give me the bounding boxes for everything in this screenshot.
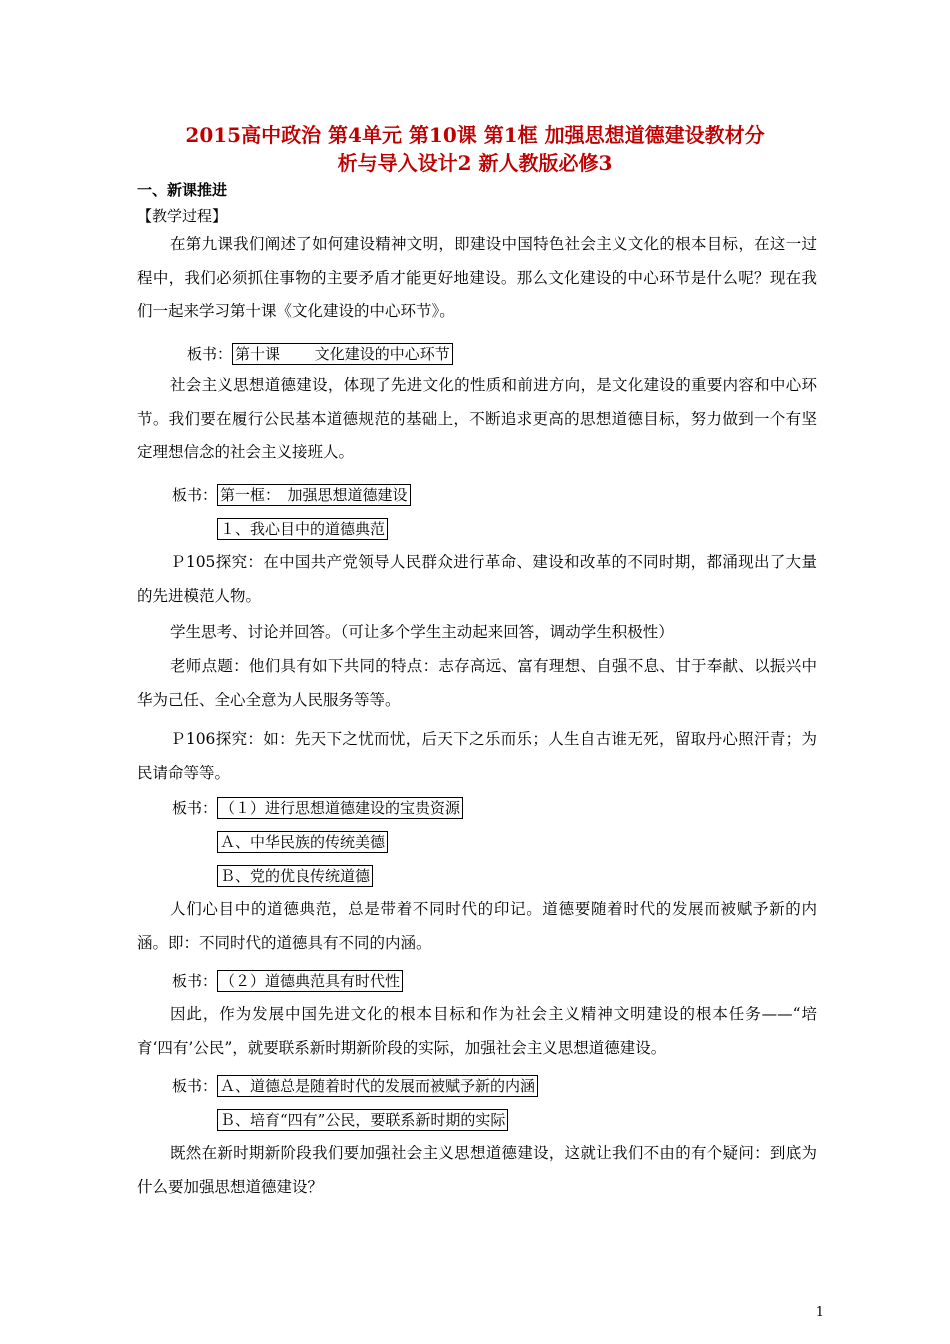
board-label: 板书： <box>172 486 218 504</box>
board-box: Ｂ、党的优良传统道德 <box>217 865 373 887</box>
board-label: 板书： <box>172 972 218 990</box>
board-note-b2 <box>217 1109 508 1131</box>
board-note-point-1 <box>217 518 388 540</box>
board-note-lesson <box>187 343 453 365</box>
document-title-line-2: 析与导入设计2 新人教版必修3 <box>337 151 613 175</box>
process-label: 【教学过程】 <box>137 207 228 225</box>
board-box: （２）道德典范具有时代性 <box>217 970 403 992</box>
paragraph-moral-models: 人们心目中的道德典范，总是带着不同时代的印记。道德要随着时代的发展而被赋予新的内涵。即：不同时代的道德具有不同的内涵。 <box>137 900 817 952</box>
paragraph-teacher-summary: 老师点题：他们具有如下共同的特点：志存高远、富有理想、自强不息、甘于奉献、以振兴中华为己任、全心全意为人民服务等等。 <box>137 657 817 709</box>
paragraph-intro: 在第九课我们阐述了如何建设精神文明，即建设中国特色社会主义文化的根本目标，在这一过程中，我们必须抓住事物的主要矛盾才能更好地建设。那么文化建设的中心环节是什么呢？现在我们一起来学习第十课《文化建设的中心环节》。 <box>137 235 817 320</box>
page-number: 1 <box>815 1305 824 1320</box>
board-box: （１）进行思想道德建设的宝贵资源 <box>217 797 463 819</box>
board-note-b <box>217 865 373 887</box>
board-note-times <box>172 970 403 992</box>
board-box: Ｂ、培育“四有”公民，要联系新时期的实际 <box>217 1109 508 1131</box>
board-box: １、我心目中的道德典范 <box>217 518 388 540</box>
paragraph-therefore: 因此，作为发展中国先进文化的根本目标和作为社会主义精神文明建设的根本任务——“培育‘四有’公民”，就要联系新时期新阶段的实际，加强社会主义思想道德建设。 <box>137 1005 817 1057</box>
paragraph-p105: Ｐ105探究：在中国共产党领导人民群众进行革命、建设和改革的不同时期，都涌现出了大量的先进模范人物。 <box>137 553 817 605</box>
paragraph-p106: Ｐ106探究：如：先天下之忧而忧，后天下之乐而乐；人生自古谁无死，留取丹心照汗青；为民请命等等。 <box>137 730 817 782</box>
board-box: 第一框： 加强思想道德建设 <box>217 484 411 506</box>
board-box: 第十课 文化建设的中心环节 <box>232 343 453 365</box>
paragraph-moral-construction: 社会主义思想道德建设，体现了先进文化的性质和前进方向，是文化建设的重要内容和中心环节。我们要在履行公民基本道德规范的基础上，不断追求更高的思想道德目标，努力做到一个有坚定理想信念的社会主义接班人。 <box>137 376 817 461</box>
paragraph-discussion: 学生思考、讨论并回答。（可让多个学生主动起来回答，调动学生积极性） <box>170 623 674 641</box>
board-box: Ａ、中华民族的传统美德 <box>217 831 388 853</box>
document-title-line-1: 2015高中政治 第4单元 第10课 第1框 加强思想道德建设教材分 <box>185 123 765 147</box>
board-note-a2 <box>172 1075 538 1097</box>
board-note-resources <box>172 797 463 819</box>
board-label: 板书： <box>172 799 218 817</box>
board-label: 板书： <box>187 345 233 363</box>
board-note-frame <box>172 484 411 506</box>
board-label: 板书： <box>172 1077 218 1095</box>
board-box: Ａ、道德总是随着时代的发展而被赋予新的内涵 <box>217 1075 538 1097</box>
section-heading: 一、新课推进 <box>137 181 228 199</box>
paragraph-question: 既然在新时期新阶段我们要加强社会主义思想道德建设，这就让我们不由的有个疑问：到底为什么要加强思想道德建设？ <box>137 1144 817 1196</box>
board-note-a <box>217 831 388 853</box>
